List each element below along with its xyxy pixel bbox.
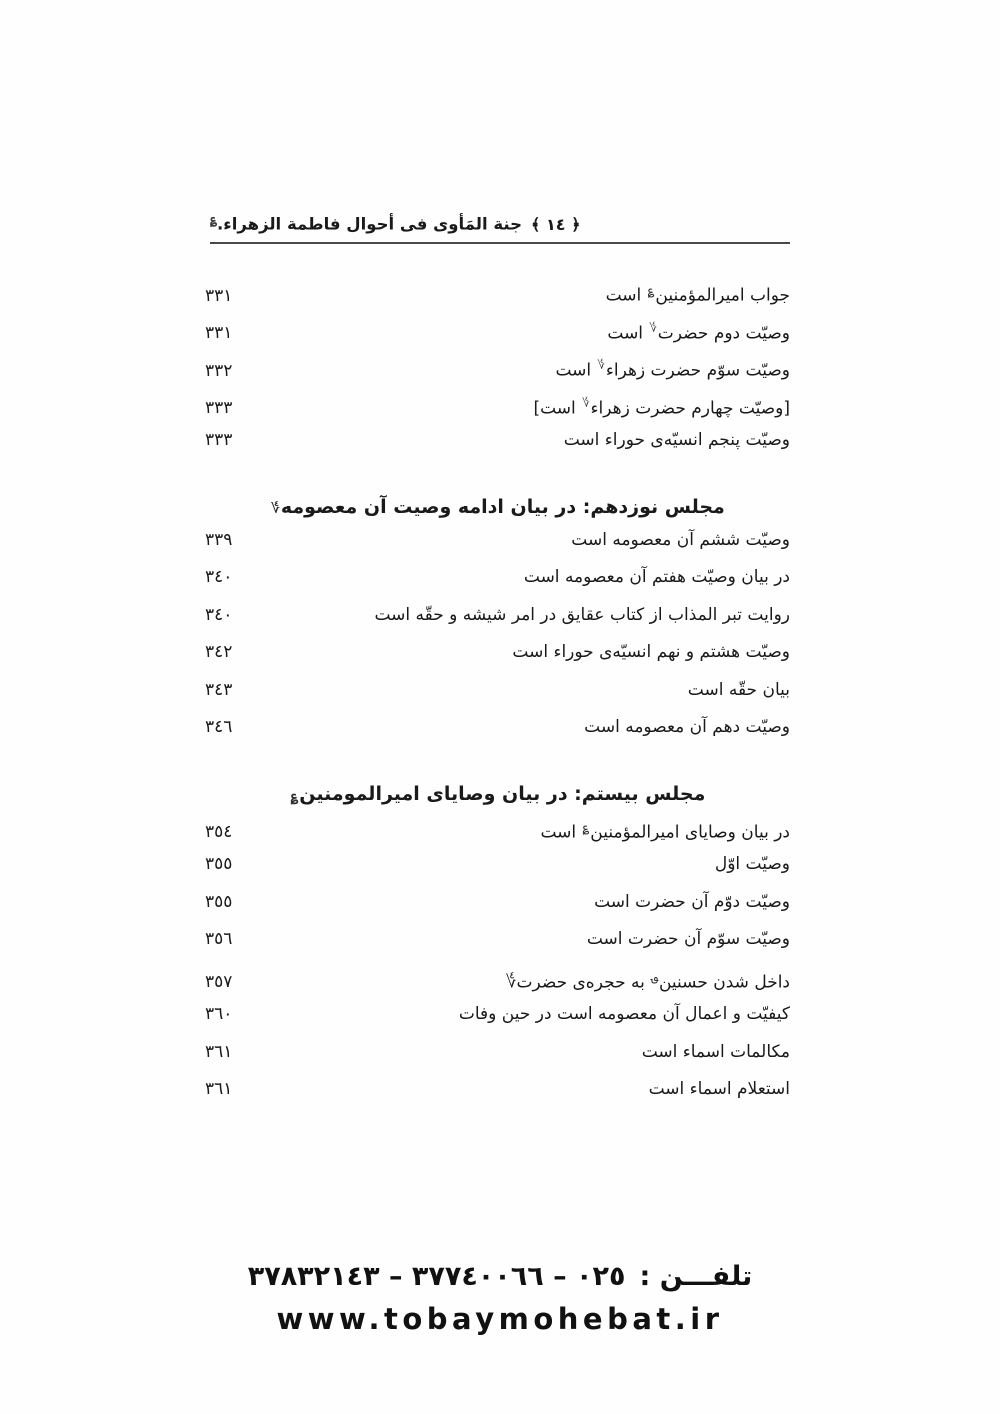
toc-page-number: ٣٥٥: [205, 891, 233, 912]
toc-entry-title-tail: است: [540, 822, 582, 843]
footer-phone: [0, 1261, 1000, 1292]
toc-entry-title: [642, 1034, 790, 1072]
toc-entry-title-text: وصیّت دوم حضرت: [657, 323, 790, 344]
honorific-glyph: ؇: [649, 320, 657, 335]
toc-entry-title: [524, 559, 790, 597]
toc-entry[interactable]: [205, 385, 790, 423]
toc-entry[interactable]: [205, 1071, 790, 1109]
toc-entry[interactable]: [205, 1034, 790, 1072]
toc-entry-title-text: وصیّت هشتم و نهم انسیّه‌ی حوراء است: [512, 642, 790, 662]
toc-entry-title-text: مکالمات اسماء است: [641, 1041, 790, 1062]
honorific-glyph: ؏: [647, 283, 655, 297]
toc-entry[interactable]: [205, 996, 790, 1034]
toc-dot-leader: [251, 284, 604, 301]
toc-entry[interactable]: [205, 310, 790, 348]
page-folio: ﴿ ١٤ ﴾: [531, 214, 581, 234]
toc-page-number: ٣٤٠: [205, 567, 233, 587]
toc-entry[interactable]: [205, 884, 790, 922]
header-divider: [210, 242, 790, 244]
toc-page-number: ٣٤٢: [205, 642, 233, 662]
toc-entry-title-text: وصیّت ششم آن معصومه است: [571, 529, 790, 550]
toc-entry-title: [512, 634, 790, 672]
toc-entry-title-text: وصیّت دوّم آن حضرت است: [594, 891, 790, 912]
toc-entry-title-text: وصیّت اوّل: [714, 854, 790, 874]
toc-entry-title: [594, 884, 790, 922]
toc-page-number: ٣٣١: [205, 323, 233, 344]
toc-page-number: ٣٥٤: [205, 822, 233, 843]
toc-page-number: ٣٣١: [205, 285, 233, 306]
toc-page-number: ٣٤٦: [205, 717, 233, 737]
honorific-glyph: ؈: [651, 969, 658, 984]
page-header: [210, 212, 790, 244]
toc-dot-leader: [251, 603, 372, 620]
toc-entry[interactable]: [205, 959, 790, 997]
toc-dot-leader: [251, 565, 522, 582]
toc-entry-title-tail: است]: [533, 398, 582, 419]
toc-entry[interactable]: [205, 672, 790, 710]
toc-entry-title: [459, 996, 790, 1034]
toc-dot-leader: [251, 820, 538, 837]
toc-entry-title: [571, 522, 790, 560]
toc-page-number: ٣٣٢: [205, 360, 233, 381]
toc-entry-title-text: استعلام اسماء است: [648, 1079, 790, 1099]
toc-entry-title: [564, 422, 790, 460]
toc-dot-leader: [251, 1077, 647, 1094]
book-title: جنة المَأوى فى أحوال فاطمة الزهراء.؏: [210, 212, 523, 234]
toc-page-number: ٣٦٠: [205, 1004, 233, 1024]
toc-entry[interactable]: [205, 272, 790, 310]
toc-page-number: ٣٤٠: [205, 604, 233, 625]
phone-numbers: ٠٢٥ – ٣٧٧٤٠٠٦٦ – ٣٧٨٣٢١٤٣: [247, 1261, 626, 1292]
running-head: [210, 212, 790, 242]
toc-entry-title: [649, 1071, 790, 1109]
toc-page-number: ٣٤٣: [205, 679, 233, 700]
toc-section-heading: [205, 747, 790, 809]
toc-entry-title: [715, 846, 790, 884]
toc-page-number: ٣٣٣: [205, 430, 233, 450]
toc-entry-title-text: وصیّت دهم آن معصومه است: [584, 717, 790, 737]
toc-dot-leader: [251, 359, 553, 376]
toc-entry[interactable]: [205, 634, 790, 672]
toc-entry-title-text: روایت تبر المذاب از کتاب عقایق در امر شیشه و حقّه است: [374, 604, 790, 625]
toc-entry-title-tail: است: [555, 360, 597, 381]
toc-entry-title-text: کیفیّت و اعمال آن معصومه است در حین وفات: [458, 1004, 790, 1024]
table-of-contents: [205, 272, 790, 1109]
toc-entry-title-tail: است: [607, 323, 649, 344]
toc-section-heading-label: مجلس نوزدهم: در بیان ادامه وصیت آن معصومه: [280, 495, 725, 518]
toc-entry-title-text: در بیان وصیّت هفتم آن معصومه است: [523, 567, 790, 587]
page-footer: [0, 1261, 1000, 1336]
toc-entry[interactable]: [205, 559, 790, 597]
toc-entry[interactable]: [205, 709, 790, 747]
toc-entry-title: [374, 597, 790, 635]
toc-entry[interactable]: [205, 347, 790, 385]
toc-section-heading: [205, 460, 790, 522]
toc-entry-title-text: وصیّت پنجم انسیّه‌ی حوراء است: [563, 430, 790, 450]
toc-dot-leader: [251, 927, 585, 944]
toc-entry-title-text: در بیان وصایای امیرالمؤمنین: [590, 822, 790, 843]
toc-dot-leader: [251, 1002, 457, 1019]
toc-dot-leader: [251, 1040, 640, 1057]
toc-section-heading-label: مجلس بیستم: در بیان وصایای امیرالمومنین: [299, 782, 706, 805]
honorific-glyph: ؏: [290, 788, 299, 804]
toc-dot-leader: [251, 852, 713, 869]
toc-dot-leader: [251, 428, 562, 445]
toc-entry[interactable]: [205, 422, 790, 460]
toc-page-number: ٣٥٦: [205, 929, 233, 949]
toc-page-number: ٣٣٣: [205, 398, 233, 419]
toc-entry[interactable]: [205, 522, 790, 560]
toc-dot-leader: [251, 678, 686, 695]
phone-label: تلفـــن :: [639, 1261, 753, 1292]
honorific-glyph: ؏: [210, 212, 218, 226]
toc-entry[interactable]: [205, 597, 790, 635]
toc-entry-title-text: بیان حقّه است: [687, 679, 790, 700]
toc-page-number: ٣٦١: [205, 1079, 233, 1099]
honorific-glyph: ؇: [582, 395, 590, 410]
honorific-glyph: ؏: [582, 819, 590, 834]
toc-entry-title: [587, 921, 790, 959]
toc-entry-title-text: جواب امیرالمؤمنین: [655, 285, 790, 306]
toc-page-number: ٣٥٧: [205, 972, 233, 993]
toc-page-number: ٣٦١: [205, 1041, 233, 1062]
toc-entry-title-tail: است: [605, 285, 647, 306]
toc-entry-title: [688, 672, 790, 710]
toc-dot-leader: [251, 321, 605, 338]
toc-page-number: ٣٥٥: [205, 854, 233, 874]
toc-entry-title: [584, 709, 790, 747]
toc-dot-leader: [251, 528, 569, 545]
toc-entry[interactable]: [205, 846, 790, 884]
toc-entry-title-text: داخل شدن حسنین: [658, 972, 790, 993]
toc-dot-leader: [251, 396, 531, 413]
honorific-glyph: ؇: [597, 358, 605, 372]
honorific-glyph: ؇: [271, 501, 280, 517]
toc-entry-title-text: وصیّت سوّم حضرت زهراء: [605, 360, 790, 381]
toc-entry[interactable]: [205, 921, 790, 959]
toc-entry-title-tail: به حجره‌ی حضرت؇: [505, 972, 651, 993]
toc-entry-title-text: [وصیّت چهارم حضرت زهراء: [590, 398, 790, 419]
toc-dot-leader: [251, 715, 582, 732]
website-url[interactable]: www.tobaymohebat.ir: [276, 1302, 724, 1336]
toc-page-number: ٣٣٩: [205, 529, 233, 550]
toc-dot-leader: [251, 970, 504, 987]
toc-dot-leader: [251, 890, 592, 907]
toc-entry-title-text: وصیّت سوّم آن حضرت است: [586, 929, 790, 949]
toc-dot-leader: [251, 640, 510, 657]
